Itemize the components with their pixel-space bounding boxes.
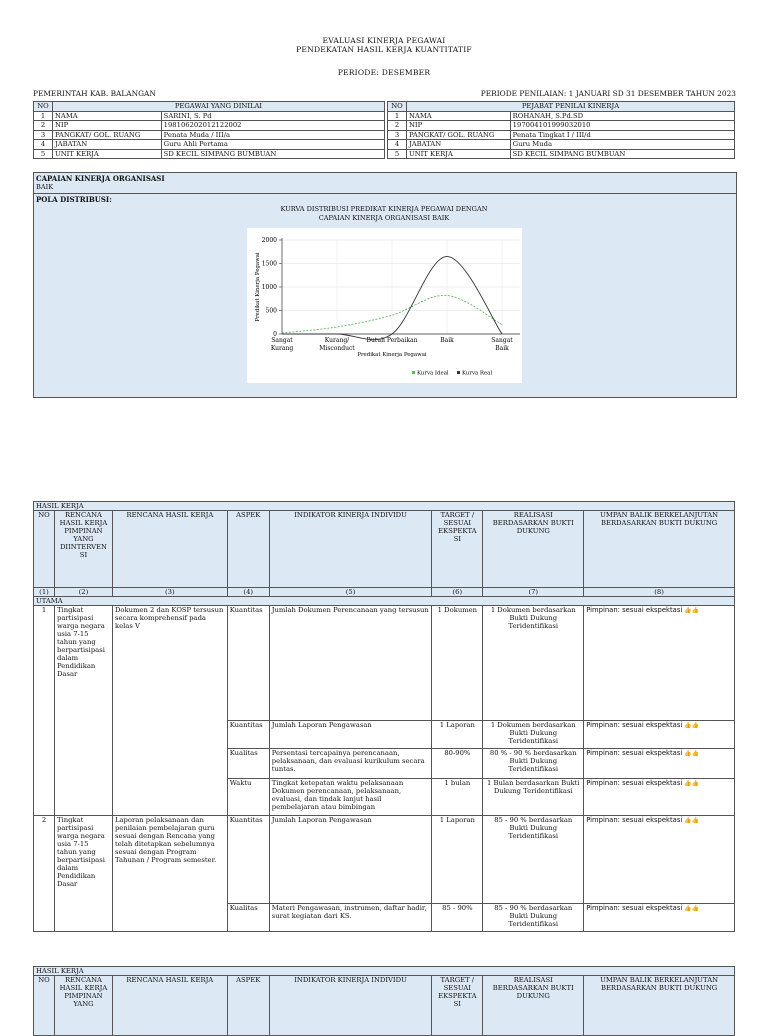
aspek: Kuantitas bbox=[227, 721, 269, 749]
rhk-pimpinan: Tingkat partisipasi warga negara usia 7-15 tahun yang berpartisipasi dalam Pendidikan Dasar bbox=[54, 816, 112, 932]
pegawai-no: 5 bbox=[34, 149, 53, 159]
pola-label: POLA DISTRIBUSI: bbox=[36, 195, 112, 204]
legend-swatch bbox=[412, 371, 415, 374]
thumbs-up-icon: 👍👍 bbox=[682, 750, 700, 757]
table-row bbox=[34, 816, 735, 904]
umpan-label: Pimpinan: bbox=[586, 904, 620, 912]
x-tick-label: Butuh Perbaikan bbox=[366, 337, 418, 344]
penilai-title: PEJABAT PENILAI KINERJA bbox=[406, 102, 734, 112]
x-tick-label: Kurang/ bbox=[324, 337, 350, 344]
column-header: INDIKATOR KINERJA INDIVIDU bbox=[269, 976, 432, 1036]
column-header: TARGET / SESUAI EKSPEKTA SI bbox=[432, 976, 483, 1036]
pegawai-label: UNIT KERJA bbox=[52, 149, 161, 159]
pegawai-no: 3 bbox=[34, 130, 53, 140]
penilai-no: 1 bbox=[388, 111, 407, 121]
column-header: NO bbox=[34, 976, 55, 1036]
column-header: RENCANA HASIL KERJA bbox=[112, 976, 227, 1036]
pegawai-row bbox=[34, 140, 385, 150]
rencana-hasil-kerja: Laporan pelaksanaan dan penilaian pembelajaran guru sesuai dengan Rencana yang telah ditetapkan sebelumnya sesuai dengan Program Tahunan / Program semester. bbox=[112, 816, 227, 932]
pegawai-table bbox=[33, 101, 385, 159]
y-tick-label: 2000 bbox=[261, 237, 277, 244]
pegawai-label: JABATAN bbox=[52, 140, 161, 150]
thumbs-up-icon: 👍👍 bbox=[682, 817, 700, 824]
indikator: Materi Pengawasan, instrumen, daftar hadir, surat kegiatan dari KS. bbox=[269, 904, 432, 932]
umpan-text: sesuai ekspektasi bbox=[622, 904, 683, 912]
chart-title: KURVA DISTRIBUSI PREDIKAT KINERJA PEGAWAI DENGAN bbox=[280, 205, 488, 213]
legend-swatch bbox=[457, 371, 460, 374]
umpan-label: Pimpinan: bbox=[586, 606, 620, 614]
umpan-text: sesuai ekspektasi bbox=[622, 779, 683, 787]
pemerintah-label: PEMERINTAH KAB. BALANGAN bbox=[33, 89, 156, 98]
penilai-value: ROHANAH, S.Pd.SD bbox=[510, 111, 734, 121]
penilai-value: 197004101999032010 bbox=[510, 121, 734, 131]
penilai-no: 5 bbox=[388, 149, 407, 159]
x-axis-label: Predikat Kinerja Pegawai bbox=[357, 352, 427, 358]
column-number: (4) bbox=[227, 588, 269, 597]
aspek: Kualitas bbox=[227, 749, 269, 779]
pegawai-label: NAMA bbox=[52, 111, 161, 121]
umpan-text: sesuai ekspektasi bbox=[622, 816, 683, 824]
y-tick-label: 1500 bbox=[261, 260, 277, 268]
chart-background bbox=[247, 228, 522, 383]
realisasi: 1 Dokumen berdasarkan Bukti Dukung Teridentifikasi bbox=[483, 721, 584, 749]
capaian-box bbox=[33, 172, 737, 194]
pegawai-label: PANGKAT/ GOL. RUANG bbox=[52, 130, 161, 140]
penilai-row bbox=[388, 149, 735, 159]
penilai-label: NIP bbox=[406, 121, 510, 131]
penilai-no: 2 bbox=[388, 121, 407, 131]
penilai-value: SD KECIL SIMPANG BUMBUAN bbox=[510, 149, 734, 159]
penilai-value: Penata Tingkat I / III/d bbox=[510, 130, 734, 140]
hasil-kerja-label: HASIL KERJA bbox=[34, 502, 735, 511]
x-tick-label: Kurang bbox=[270, 345, 294, 352]
indikator: Jumlah Dokumen Perencanaan yang tersusun bbox=[269, 606, 432, 721]
pegawai-row bbox=[34, 149, 385, 159]
column-number: (5) bbox=[269, 588, 432, 597]
column-number: (1) bbox=[34, 588, 55, 597]
doc-periode: PERIODE: DESEMBER bbox=[337, 68, 431, 77]
realisasi: 85 - 90 % berdasarkan Bukti Dukung Teridentifikasi bbox=[483, 816, 584, 904]
hasil-kerja-2-label: HASIL KERJA bbox=[34, 967, 735, 976]
pegawai-no: 4 bbox=[34, 140, 53, 150]
column-header: RENCANA HASIL KERJA PIMPINAN YANG DIINTERVEN SI bbox=[54, 511, 112, 588]
thumbs-up-icon: 👍👍 bbox=[682, 722, 700, 729]
pegawai-no: 1 bbox=[34, 111, 53, 121]
hasil-kerja-table-2 bbox=[33, 966, 735, 1036]
table-row bbox=[34, 606, 735, 721]
pegawai-col-no: NO bbox=[34, 102, 53, 112]
umpan-label: Pimpinan: bbox=[586, 749, 620, 757]
row-no: 1 bbox=[34, 606, 55, 816]
penilai-no: 3 bbox=[388, 130, 407, 140]
penilai-col-no: NO bbox=[388, 102, 407, 112]
aspek: Waktu bbox=[227, 779, 269, 816]
realisasi: 85 - 90 % berdasarkan Bukti Dukung Teridentifikasi bbox=[483, 904, 584, 932]
utama-label: UTAMA bbox=[34, 597, 735, 606]
distribution-chart bbox=[247, 228, 522, 383]
x-tick-label: Misconduct bbox=[319, 345, 355, 352]
capaian-label: CAPAIAN KINERJA ORGANISASI bbox=[36, 174, 165, 183]
column-number: (7) bbox=[483, 588, 584, 597]
chart-subtitle: CAPAIAN KINERJA ORGANISASI BAIK bbox=[318, 214, 450, 222]
pegawai-value: SARINI, S. Pd bbox=[161, 111, 384, 121]
legend-label: Kurva Real bbox=[462, 370, 493, 377]
column-header: INDIKATOR KINERJA INDIVIDU bbox=[269, 511, 432, 588]
penilai-label: NAMA bbox=[406, 111, 510, 121]
target: 1 bulan bbox=[432, 779, 483, 816]
target: 85 - 90% bbox=[432, 904, 483, 932]
aspek: Kuantitas bbox=[227, 606, 269, 721]
pegawai-label: NIP bbox=[52, 121, 161, 131]
aspek: Kuantitas bbox=[227, 816, 269, 904]
y-tick-label: 1000 bbox=[261, 284, 277, 291]
aspek: Kualitas bbox=[227, 904, 269, 932]
pegawai-no: 2 bbox=[34, 121, 53, 131]
penilai-value: Guru Muda bbox=[510, 140, 734, 150]
umpan-text: sesuai ekspektasi bbox=[622, 749, 683, 757]
indikator: Jumlah Laporan Pengawasan bbox=[269, 816, 432, 904]
x-tick-label: Baik bbox=[495, 345, 509, 352]
umpan-label: Pimpinan: bbox=[586, 816, 620, 824]
umpan-label: Pimpinan: bbox=[586, 721, 620, 729]
periode-penilaian: PERIODE PENILAIAN: 1 JANUARI SD 31 DESEMBER TAHUN 2023 bbox=[480, 89, 736, 98]
umpan-label: Pimpinan: bbox=[586, 779, 620, 787]
column-header: ASPEK bbox=[227, 511, 269, 588]
row-no: 2 bbox=[34, 816, 55, 932]
penilai-label: PANGKAT/ GOL. RUANG bbox=[406, 130, 510, 140]
column-header: NO bbox=[34, 511, 55, 588]
pegawai-value: Guru Ahli Pertama bbox=[161, 140, 384, 150]
x-tick-label: Sangat bbox=[491, 337, 513, 344]
penilai-label: JABATAN bbox=[406, 140, 510, 150]
column-number: (2) bbox=[54, 588, 112, 597]
pegawai-row bbox=[34, 130, 385, 140]
pegawai-row bbox=[34, 121, 385, 131]
umpan-balik bbox=[584, 749, 735, 779]
penilai-row bbox=[388, 130, 735, 140]
pegawai-value: 198106202012122002 bbox=[161, 121, 384, 131]
rhk-pimpinan: Tingkat partisipasi warga negara usia 7-15 tahun yang berpartisipasi dalam Pendidikan Dasar bbox=[54, 606, 112, 816]
column-header: TARGET / SESUAI EKSPEKTA SI bbox=[432, 511, 483, 588]
capaian-value: BAIK bbox=[36, 183, 54, 191]
column-header: RENCANA HASIL KERJA bbox=[112, 511, 227, 588]
realisasi: 80 % - 90 % berdasarkan Bukti Dukung Teridentifikasi bbox=[483, 749, 584, 779]
indikator: Jumlah Laporan Pengawasan bbox=[269, 721, 432, 749]
doc-subtitle: PENDEKATAN HASIL KERJA KUANTITATIF bbox=[296, 45, 472, 54]
thumbs-up-icon: 👍👍 bbox=[682, 780, 700, 787]
column-header: REALISASI BERDASARKAN BUKTI DUKUNG bbox=[483, 511, 584, 588]
column-header: ASPEK bbox=[227, 976, 269, 1036]
y-tick-label: 500 bbox=[265, 307, 277, 315]
target: 1 Dokumen bbox=[432, 606, 483, 721]
thumbs-up-icon: 👍👍 bbox=[682, 607, 700, 614]
umpan-balik bbox=[584, 904, 735, 932]
legend-label: Kurva Ideal bbox=[417, 370, 449, 377]
realisasi: 1 Dokumen berdasarkan Bukti Dukung Teridentifikasi bbox=[483, 606, 584, 721]
x-tick-label: Sangat bbox=[271, 337, 293, 344]
indikator: Persentasi tercapainya perencanaan, pelaksanaan, dan evaluasi kurikulum secara tuntas. bbox=[269, 749, 432, 779]
target: 80-90% bbox=[432, 749, 483, 779]
column-header: UMPAN BALIK BERKELANJUTAN BERDASARKAN BUKTI DUKUNG bbox=[584, 511, 735, 588]
column-header: REALISASI BERDASARKAN BUKTI DUKUNG bbox=[483, 976, 584, 1036]
pegawai-value: Penata Muda / III/a bbox=[161, 130, 384, 140]
penilai-table bbox=[387, 101, 735, 159]
umpan-text: sesuai ekspektasi bbox=[622, 606, 683, 614]
umpan-balik bbox=[584, 816, 735, 904]
y-tick-label: 0 bbox=[273, 331, 277, 338]
column-number: (8) bbox=[584, 588, 735, 597]
penilai-label: UNIT KERJA bbox=[406, 149, 510, 159]
pegawai-value: SD KECIL SIMPANG BUMBUAN bbox=[161, 149, 384, 159]
rencana-hasil-kerja: Dokumen 2 dan KOSP tersusun secara komprehensif pada kelas V bbox=[112, 606, 227, 816]
pegawai-title: PEGAWAI YANG DINILAI bbox=[52, 102, 384, 112]
umpan-balik bbox=[584, 606, 735, 721]
penilai-row bbox=[388, 121, 735, 131]
column-number: (3) bbox=[112, 588, 227, 597]
x-tick-label: Baik bbox=[440, 337, 454, 344]
target: 1 Laporan bbox=[432, 721, 483, 749]
pegawai-header-row bbox=[34, 102, 385, 112]
penilai-row bbox=[388, 111, 735, 121]
column-header: RENCANA HASIL KERJA PIMPINAN YANG bbox=[54, 976, 112, 1036]
column-header: UMPAN BALIK BERKELANJUTAN BERDASARKAN BUKTI DUKUNG bbox=[584, 976, 735, 1036]
umpan-balik bbox=[584, 721, 735, 749]
target: 1 Laporan bbox=[432, 816, 483, 904]
hasil-kerja-table bbox=[33, 501, 735, 932]
indikator: Tingkat ketepatan waktu pelaksanaan Dokumen perencanaan, pelaksanaan, evaluasi, dan tindak lanjut hasil pembelajaran atau bimbingan bbox=[269, 779, 432, 816]
penilai-row bbox=[388, 140, 735, 150]
thumbs-up-icon: 👍👍 bbox=[682, 905, 700, 912]
umpan-text: sesuai ekspektasi bbox=[622, 721, 683, 729]
penilai-no: 4 bbox=[388, 140, 407, 150]
pegawai-row bbox=[34, 111, 385, 121]
penilai-header-row bbox=[388, 102, 735, 112]
realisasi: 1 Bulan berdasarkan Bukti Dukung Teridentifikasi bbox=[483, 779, 584, 816]
umpan-balik bbox=[584, 779, 735, 816]
column-number: (6) bbox=[432, 588, 483, 597]
y-axis-label: Predikat Kinerja Pegawai bbox=[255, 252, 261, 322]
doc-title: EVALUASI KINERJA PEGAWAI bbox=[322, 36, 446, 45]
